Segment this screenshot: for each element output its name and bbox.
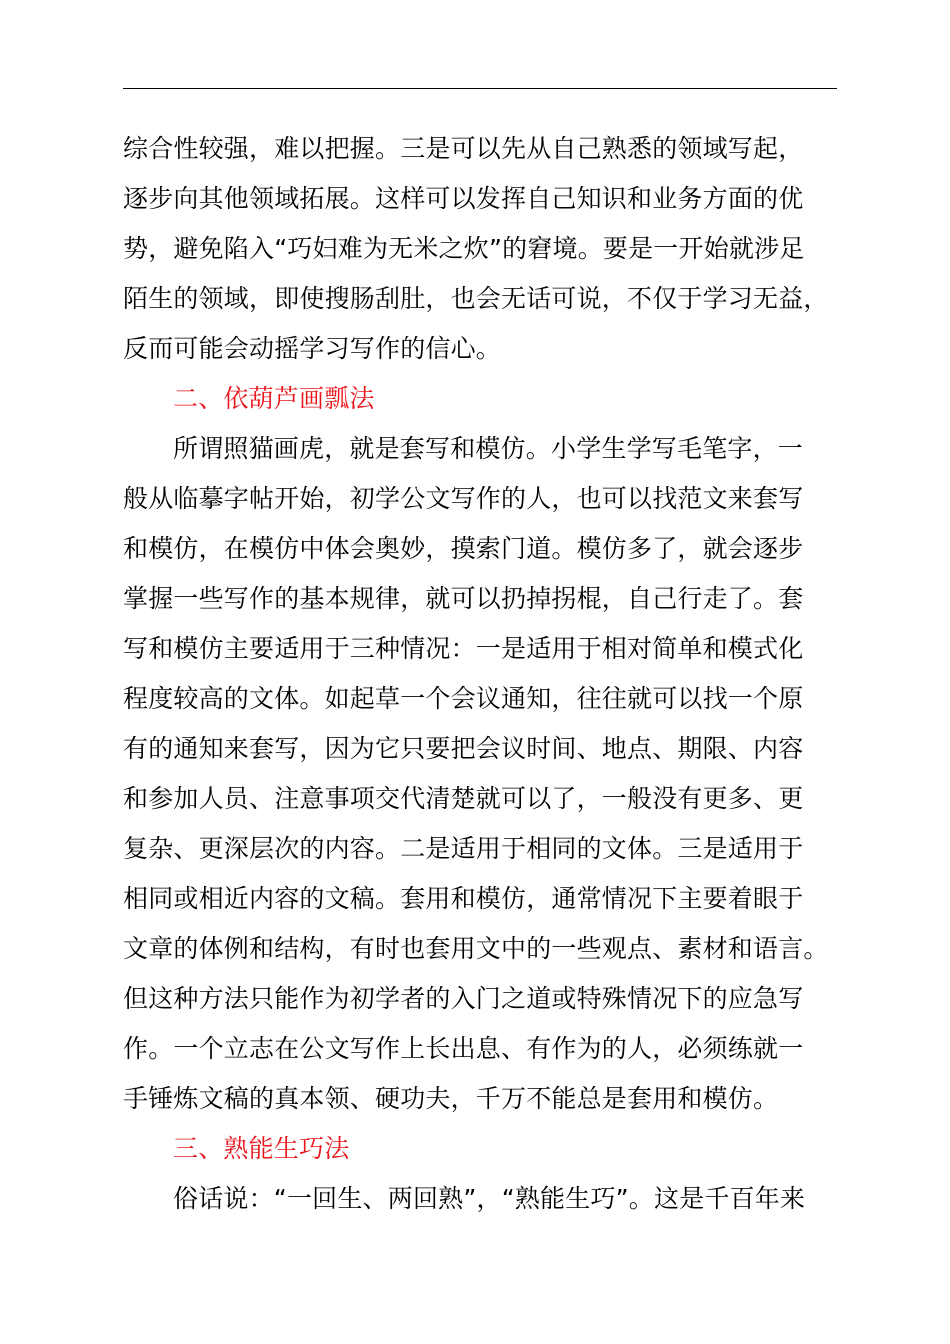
paragraph-line: 相同或相近内容的文稿。套用和模仿，通常情况下主要着眼于 [123, 884, 804, 913]
paragraph-line: 掌握一些写作的基本规律，就可以扔掉拐棍，自己行走了。套 [123, 584, 804, 613]
header-rule [123, 88, 837, 89]
paragraph-line: 有的通知来套写，因为它只要把会议时间、地点、期限、内容 [123, 734, 804, 763]
paragraph-line: 俗话说：“一回生、两回熟”，“熟能生巧”。这是千百年来 [173, 1184, 806, 1213]
paragraph-line: 所谓照猫画虎，就是套写和模仿。小学生学写毛笔字，一 [173, 434, 804, 463]
section-heading-2: 二、依葫芦画瓢法 [173, 384, 375, 413]
paragraph-line: 般从临摹字帖开始，初学公文写作的人，也可以找范文来套写 [123, 484, 804, 513]
paragraph-line: 手锤炼文稿的真本领、硬功夫，千万不能总是套用和模仿。 [123, 1084, 779, 1113]
paragraph-line: 但这种方法只能作为初学者的入门之道或特殊情况下的应急写 [123, 984, 804, 1013]
paragraph-line: 陌生的领域，即使搜肠刮肚，也会无话可说，不仅于学习无益， [123, 284, 829, 313]
document-body [123, 124, 843, 1224]
paragraph-line: 反而可能会动摇学习写作的信心。 [123, 334, 502, 363]
paragraph-line: 程度较高的文体。如起草一个会议通知，往往就可以找一个原 [123, 684, 804, 713]
paragraph-line: 文章的体例和结构，有时也套用文中的一些观点、素材和语言。 [123, 934, 829, 963]
section-heading-3: 三、熟能生巧法 [173, 1134, 350, 1163]
paragraph-line: 综合性较强，难以把握。三是可以先从自己熟悉的领域写起， [123, 134, 804, 163]
paragraph-line: 和参加人员、注意事项交代清楚就可以了，一般没有更多、更 [123, 784, 804, 813]
paragraph-line: 复杂、更深层次的内容。二是适用于相同的文体。三是适用于 [123, 834, 804, 863]
paragraph-line: 势，避免陷入“巧妇难为无米之炊”的窘境。要是一开始就涉足 [123, 234, 805, 263]
paragraph-line: 写和模仿主要适用于三种情况：一是适用于相对简单和模式化 [123, 634, 804, 663]
paragraph-line: 逐步向其他领域拓展。这样可以发挥自己知识和业务方面的优 [123, 184, 804, 213]
paragraph-line: 作。一个立志在公文写作上长出息、有作为的人，必须练就一 [123, 1034, 804, 1063]
paragraph-line: 和模仿，在模仿中体会奥妙，摸索门道。模仿多了，就会逐步 [123, 534, 804, 563]
